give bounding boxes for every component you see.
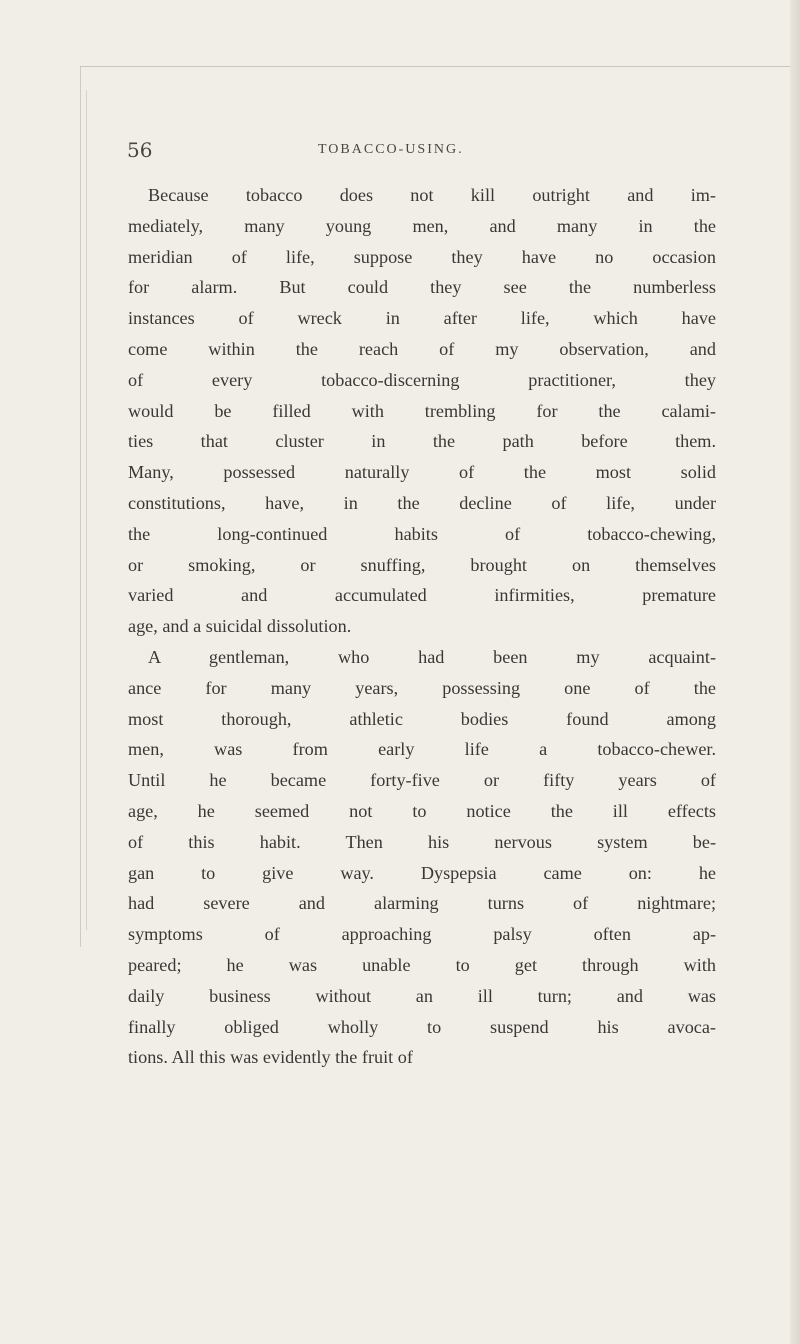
text-line: Because tobacco does not kill outright and im- bbox=[148, 185, 716, 205]
text-line: tions. All this was evidently the fruit of bbox=[128, 1047, 413, 1068]
text-line: instances of wreck in after life, which have bbox=[128, 308, 716, 329]
text-line: daily business without an ill turn; and was bbox=[128, 985, 716, 1006]
page-number: 56 bbox=[127, 138, 153, 162]
text-line: age, and a suicidal dissolution. bbox=[128, 616, 352, 637]
text-line: or smoking, or snuffing, brought on themselves bbox=[128, 554, 716, 575]
text-line: symptoms of approaching palsy often ap- bbox=[128, 924, 716, 945]
text-line: gan to give way. Dyspepsia came on: he bbox=[128, 862, 716, 883]
text-line: of every tobacco-discerning practitioner, they bbox=[128, 369, 716, 390]
text-line: most thorough, athletic bodies found among bbox=[128, 708, 716, 729]
text-line: finally obliged wholly to suspend his avoca- bbox=[128, 1016, 716, 1037]
text-line: had severe and alarming turns of nightmare; bbox=[128, 893, 716, 914]
text-line: ance for many years, possessing one of the bbox=[128, 677, 716, 698]
text-line: men, was from early life a tobacco-chewer. bbox=[128, 739, 716, 760]
text-line: A gentleman, who had been my acquaint- bbox=[148, 646, 716, 667]
text-line: age, he seemed not to notice the ill effects bbox=[128, 800, 716, 821]
text-line: the long-continued habits of tobacco-chewing, bbox=[128, 523, 716, 544]
text-line: would be filled with trembling for the calami- bbox=[128, 400, 716, 421]
body-text bbox=[128, 180, 716, 1073]
text-line: meridian of life, suppose they have no occasion bbox=[128, 246, 716, 267]
text-line: mediately, many young men, and many in the bbox=[128, 215, 716, 236]
left-margin-rule bbox=[86, 90, 87, 930]
text-line: of this habit. Then his nervous system be- bbox=[128, 831, 716, 852]
text-line: varied and accumulated infirmities, premature bbox=[128, 585, 716, 606]
page-edge bbox=[790, 0, 800, 1344]
text-line: ties that cluster in the path before them. bbox=[128, 431, 716, 452]
running-head: TOBACCO-USING. bbox=[318, 142, 464, 157]
text-line: Until he became forty-five or fifty years of bbox=[128, 770, 716, 791]
text-line: for alarm. But could they see the numberless bbox=[128, 277, 716, 298]
text-line: constitutions, have, in the decline of life, under bbox=[128, 492, 716, 513]
text-line: Many, possessed naturally of the most solid bbox=[128, 462, 716, 483]
page-header bbox=[127, 138, 727, 168]
text-line: come within the reach of my observation, and bbox=[128, 338, 716, 359]
text-line: peared; he was unable to get through with bbox=[128, 954, 716, 975]
